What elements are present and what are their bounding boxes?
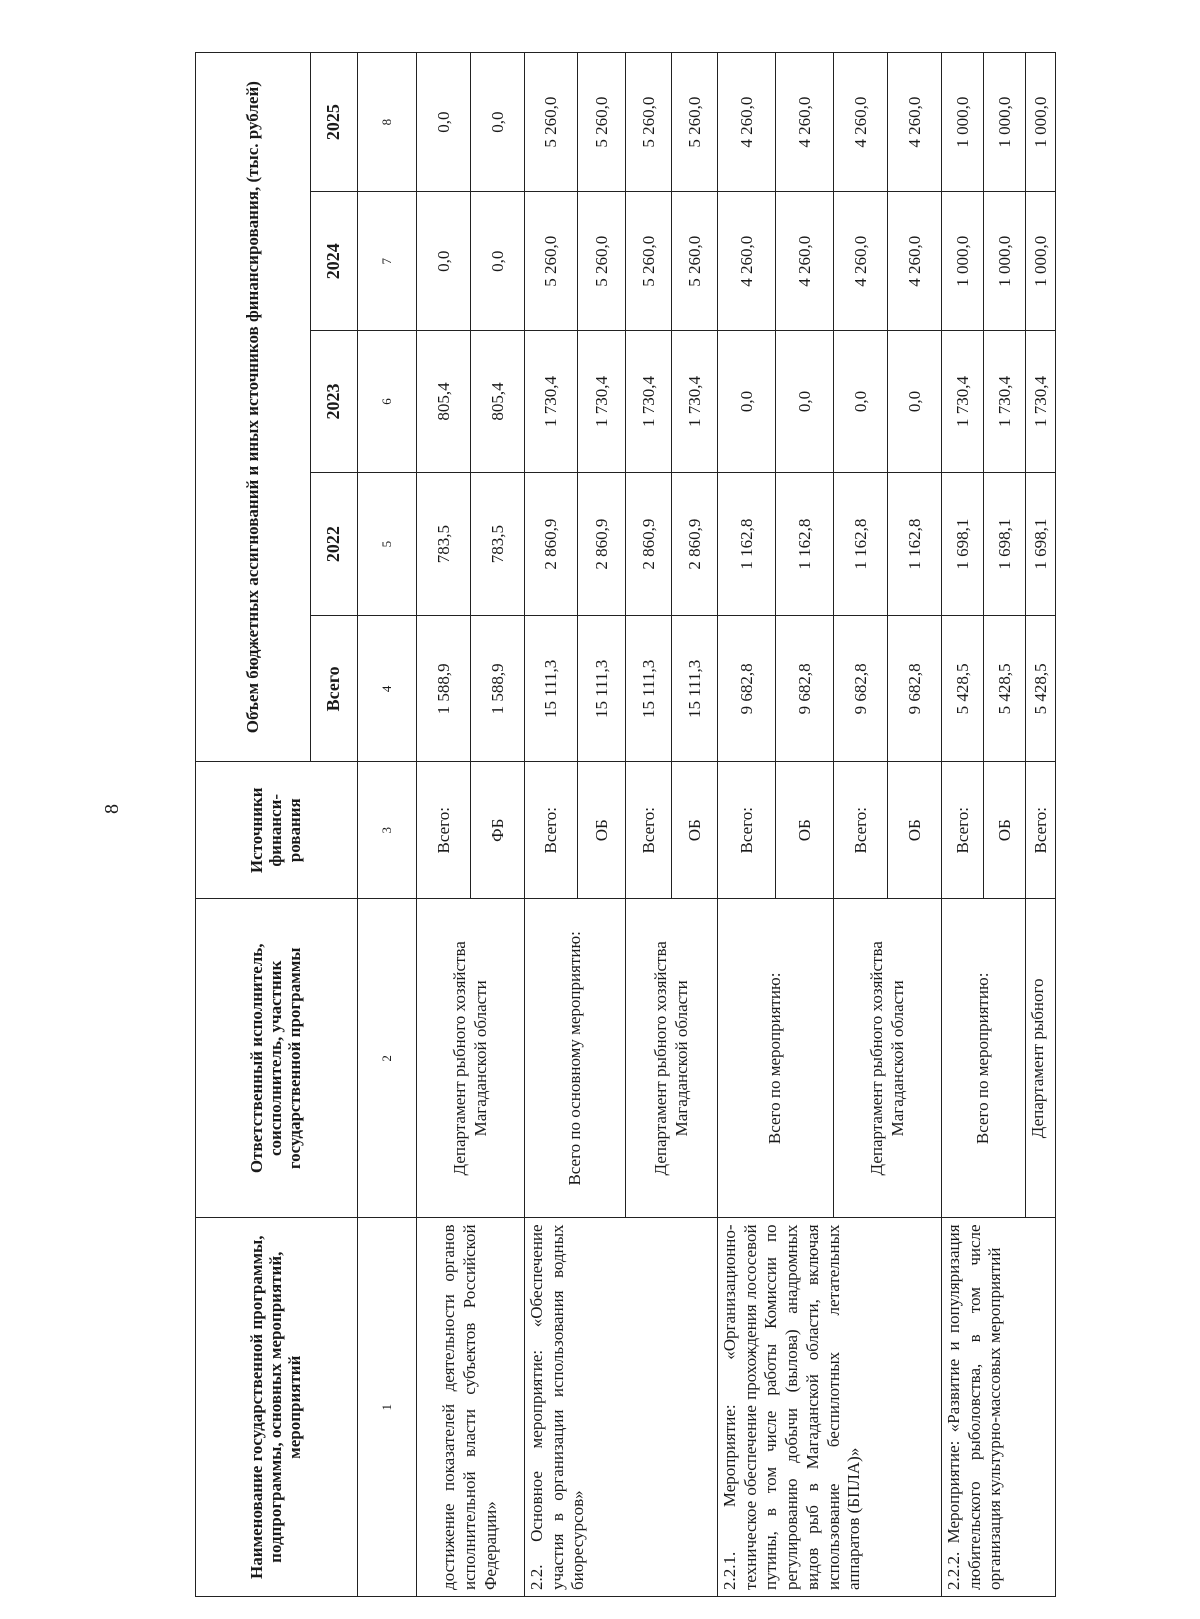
value-cell: 1 000,0 xyxy=(942,192,984,331)
value-cell: 5 428,5 xyxy=(1026,616,1056,762)
responsible-cell: Департамент рыбного хозяйства Магаданской области xyxy=(417,899,525,1218)
source-cell: Всего: xyxy=(626,762,672,899)
value-cell: 9 682,8 xyxy=(718,616,776,762)
value-cell: 1 698,1 xyxy=(1026,472,1056,616)
value-cell: 1 162,8 xyxy=(776,472,834,616)
value-cell: 783,5 xyxy=(471,472,525,616)
column-number: 8 xyxy=(358,53,417,192)
header-year: 2024 xyxy=(311,192,358,331)
source-cell: Всего: xyxy=(1026,762,1056,899)
rotated-page-content xyxy=(195,52,1053,1597)
value-cell: 15 111,3 xyxy=(578,616,626,762)
value-cell: 1 000,0 xyxy=(984,53,1026,192)
table-row xyxy=(942,53,984,1597)
column-number: 3 xyxy=(358,762,417,899)
value-cell: 1 698,1 xyxy=(984,472,1026,616)
value-cell: 4 260,0 xyxy=(718,53,776,192)
responsible-cell: Всего по мероприятию: xyxy=(718,899,834,1218)
value-cell: 1 730,4 xyxy=(626,331,672,472)
value-cell: 2 860,9 xyxy=(626,472,672,616)
responsible-cell: Департамент рыбного xyxy=(1026,899,1056,1218)
column-number: 5 xyxy=(358,472,417,616)
column-number: 6 xyxy=(358,331,417,472)
value-cell: 1 162,8 xyxy=(718,472,776,616)
column-number: 4 xyxy=(358,616,417,762)
value-cell: 1 730,4 xyxy=(942,331,984,472)
value-cell: 1 730,4 xyxy=(578,331,626,472)
source-cell: Всего: xyxy=(942,762,984,899)
value-cell: 1 730,4 xyxy=(672,331,718,472)
program-name-cell: 2.2.2. Мероприятие: «Развитие и популяризация любительского рыболовства, в том числе организация культурно-массовых мероприятий xyxy=(942,1218,1056,1597)
source-cell: Всего: xyxy=(525,762,578,899)
value-cell: 1 000,0 xyxy=(942,53,984,192)
header-name: Наименование государственной программы, подпрограммы, основных мероприятий, мероприятий xyxy=(196,1218,358,1597)
table-row xyxy=(417,53,471,1597)
source-cell: Всего: xyxy=(834,762,888,899)
value-cell: 783,5 xyxy=(417,472,471,616)
page-number: 8 xyxy=(101,804,123,814)
value-cell: 5 260,0 xyxy=(626,53,672,192)
value-cell: 15 111,3 xyxy=(525,616,578,762)
responsible-cell: Департамент рыбного хозяйства Магаданской области xyxy=(626,899,718,1218)
value-cell: 1 000,0 xyxy=(984,192,1026,331)
value-cell: 5 260,0 xyxy=(525,192,578,331)
responsible-cell: Всего по основному мероприятию: xyxy=(525,899,626,1218)
source-cell: Всего: xyxy=(718,762,776,899)
value-cell: 1 588,9 xyxy=(471,616,525,762)
value-cell: 4 260,0 xyxy=(834,53,888,192)
value-cell: 9 682,8 xyxy=(776,616,834,762)
value-cell: 5 260,0 xyxy=(578,192,626,331)
column-number: 1 xyxy=(358,1218,417,1597)
responsible-cell: Департамент рыбного хозяйства Магаданской области xyxy=(834,899,942,1218)
value-cell: 5 260,0 xyxy=(626,192,672,331)
header-source: Источники финанси-рования xyxy=(196,762,358,899)
value-cell: 0,0 xyxy=(471,192,525,331)
responsible-cell: Всего по мероприятию: xyxy=(942,899,1026,1218)
header-responsible: Ответственный исполнитель, соисполнитель, участник государственной программы xyxy=(196,899,358,1218)
source-cell: ФБ xyxy=(471,762,525,899)
program-name-cell: 2.2.1. Мероприятие: «Организационно-техническое обеспечение прохождения лососевой путины, в том числе работы Комиссии по регулированию добычи (вылова) анадромных видов рыб в Магаданской области, включая использование беспилотных летательных аппаратов (БПЛА)» xyxy=(718,1218,942,1597)
source-cell: ОБ xyxy=(672,762,718,899)
source-cell: ОБ xyxy=(578,762,626,899)
source-cell: Всего: xyxy=(417,762,471,899)
column-number: 2 xyxy=(358,899,417,1218)
value-cell: 2 860,9 xyxy=(672,472,718,616)
value-cell: 5 260,0 xyxy=(672,192,718,331)
value-cell: 2 860,9 xyxy=(578,472,626,616)
value-cell: 0,0 xyxy=(417,53,471,192)
header-year: 2023 xyxy=(311,331,358,472)
value-cell: 1 698,1 xyxy=(942,472,984,616)
source-cell: ОБ xyxy=(888,762,942,899)
source-cell: ОБ xyxy=(776,762,834,899)
value-cell: 1 000,0 xyxy=(1026,53,1056,192)
value-cell: 9 682,8 xyxy=(834,616,888,762)
value-cell: 4 260,0 xyxy=(888,192,942,331)
budget-table xyxy=(195,52,1056,1597)
value-cell: 4 260,0 xyxy=(776,53,834,192)
program-name-cell: достижение показателей деятельности органов исполнительной власти субъектов Российской Федерации» xyxy=(417,1218,525,1597)
value-cell: 805,4 xyxy=(471,331,525,472)
header-year: 2022 xyxy=(311,472,358,616)
source-cell: ОБ xyxy=(984,762,1026,899)
value-cell: 5 428,5 xyxy=(984,616,1026,762)
value-cell: 5 428,5 xyxy=(942,616,984,762)
value-cell: 0,0 xyxy=(834,331,888,472)
value-cell: 9 682,8 xyxy=(888,616,942,762)
value-cell: 2 860,9 xyxy=(525,472,578,616)
value-cell: 4 260,0 xyxy=(718,192,776,331)
value-cell: 1 588,9 xyxy=(417,616,471,762)
value-cell: 4 260,0 xyxy=(776,192,834,331)
table-row xyxy=(525,53,578,1597)
value-cell: 0,0 xyxy=(471,53,525,192)
value-cell: 0,0 xyxy=(776,331,834,472)
value-cell: 5 260,0 xyxy=(578,53,626,192)
value-cell: 0,0 xyxy=(718,331,776,472)
table-row xyxy=(718,53,776,1597)
value-cell: 4 260,0 xyxy=(834,192,888,331)
header-year: 2025 xyxy=(311,53,358,192)
value-cell: 805,4 xyxy=(417,331,471,472)
value-cell: 15 111,3 xyxy=(626,616,672,762)
value-cell: 15 111,3 xyxy=(672,616,718,762)
value-cell: 5 260,0 xyxy=(672,53,718,192)
value-cell: 1 730,4 xyxy=(984,331,1026,472)
value-cell: 0,0 xyxy=(417,192,471,331)
header-funding: Объем бюджетных ассигнований и иных источников финансирования, (тыс. рублей) xyxy=(196,53,311,762)
value-cell: 1 000,0 xyxy=(1026,192,1056,331)
value-cell: 0,0 xyxy=(888,331,942,472)
value-cell: 5 260,0 xyxy=(525,53,578,192)
value-cell: 1 162,8 xyxy=(834,472,888,616)
column-number-row xyxy=(358,53,417,1597)
value-cell: 1 730,4 xyxy=(525,331,578,472)
header-total: Всего xyxy=(311,616,358,762)
value-cell: 1 730,4 xyxy=(1026,331,1056,472)
value-cell: 1 162,8 xyxy=(888,472,942,616)
column-number: 7 xyxy=(358,192,417,331)
value-cell: 4 260,0 xyxy=(888,53,942,192)
program-name-cell: 2.2. Основное мероприятие: «Обеспечение участия в организации использования водных биоресурсов» xyxy=(525,1218,718,1597)
